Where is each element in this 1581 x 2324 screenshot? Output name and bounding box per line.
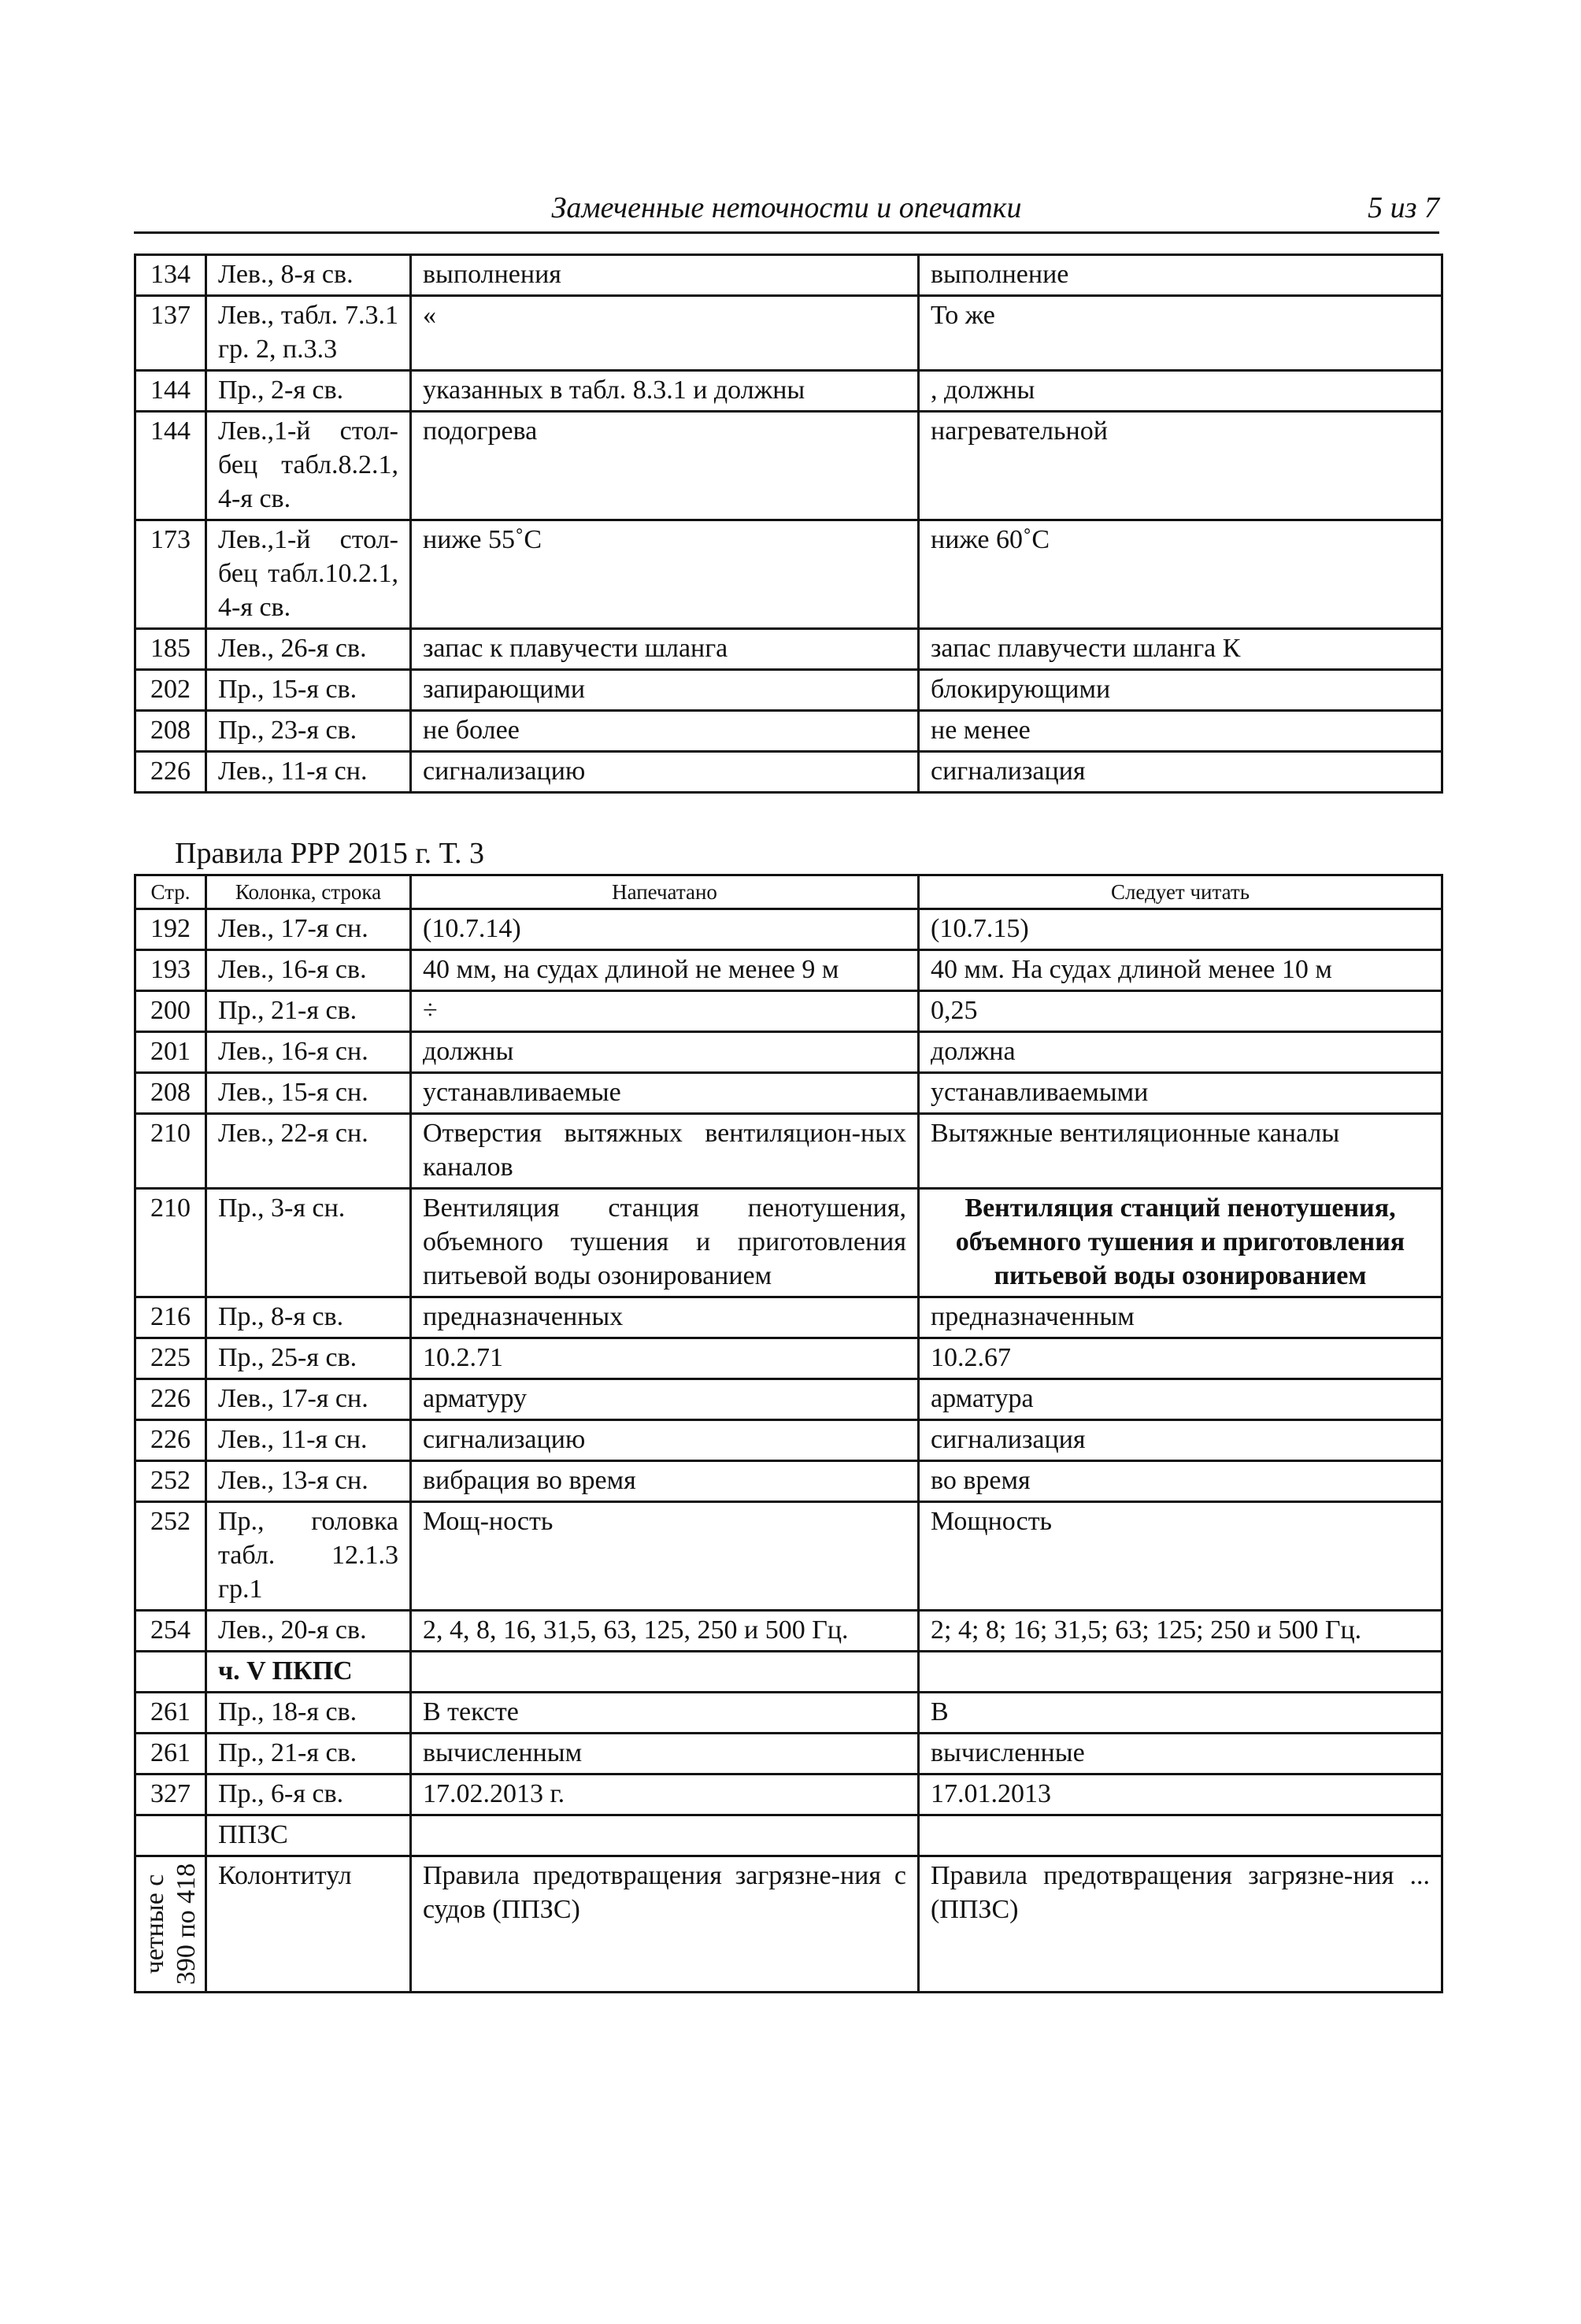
cell-page: 226 bbox=[135, 752, 206, 793]
cell-correct: Мощность bbox=[919, 1502, 1442, 1611]
cell-page: 144 bbox=[135, 412, 206, 520]
subsection-row bbox=[135, 1815, 1442, 1856]
cell-correct: предназначенным bbox=[919, 1297, 1442, 1338]
header-printed: Напечатано bbox=[411, 875, 919, 909]
table-row bbox=[135, 520, 1442, 629]
cell-correct: , должны bbox=[919, 371, 1442, 412]
cell-correct: 17.01.2013 bbox=[919, 1774, 1442, 1815]
cell-page: 144 bbox=[135, 371, 206, 412]
cell-page: 261 bbox=[135, 1693, 206, 1734]
table-row bbox=[135, 752, 1442, 793]
table-row bbox=[135, 1461, 1442, 1502]
header-column: Колонка, строка bbox=[206, 875, 411, 909]
cell-correct: выполнение bbox=[919, 255, 1442, 296]
table-row bbox=[135, 1073, 1442, 1114]
cell-correct: вычисленные bbox=[919, 1734, 1442, 1774]
cell-page: 200 bbox=[135, 991, 206, 1032]
subsection-row bbox=[135, 1652, 1442, 1693]
table-row bbox=[135, 1297, 1442, 1338]
cell-printed: 10.2.71 bbox=[411, 1338, 919, 1379]
cell-printed: запирающими bbox=[411, 670, 919, 711]
cell-column: Лев., 17-я сн. bbox=[206, 1379, 411, 1420]
cell-column: Пр., 15-я св. bbox=[206, 670, 411, 711]
cell-page: 226 bbox=[135, 1379, 206, 1420]
cell-correct: ниже 60˚С bbox=[919, 520, 1442, 629]
cell-printed: арматуру bbox=[411, 1379, 919, 1420]
cell-page: 225 bbox=[135, 1338, 206, 1379]
table-row bbox=[135, 950, 1442, 991]
cell-printed: сигнализацию bbox=[411, 752, 919, 793]
cell-page: 173 bbox=[135, 520, 206, 629]
cell-correct: не менее bbox=[919, 711, 1442, 752]
cell-printed: 40 мм, на судах длиной не менее 9 м bbox=[411, 950, 919, 991]
page-range-line-1: четные с bbox=[139, 1874, 169, 1974]
cell-printed: подогрева bbox=[411, 412, 919, 520]
cell-correct: 10.2.67 bbox=[919, 1338, 1442, 1379]
cell-column: Пр., 6-я св. bbox=[206, 1774, 411, 1815]
table-row bbox=[135, 296, 1442, 371]
subsection-title: ППЗС bbox=[206, 1815, 411, 1856]
cell-correct bbox=[919, 1815, 1442, 1856]
subsection-title: ч. V ПКПС bbox=[206, 1652, 411, 1693]
cell-correct: должна bbox=[919, 1032, 1442, 1073]
table-row bbox=[135, 1189, 1442, 1297]
cell-correct: блокирующими bbox=[919, 670, 1442, 711]
cell-printed: выполнения bbox=[411, 255, 919, 296]
header-title: Замеченные неточности и опечатки bbox=[551, 191, 1022, 224]
cell-correct: сигнализация bbox=[919, 1420, 1442, 1461]
cell-page: 210 bbox=[135, 1114, 206, 1189]
cell-page: 210 bbox=[135, 1189, 206, 1297]
cell-column: Пр., 3-я сн. bbox=[206, 1189, 411, 1297]
table-row bbox=[135, 1734, 1442, 1774]
cell-page: 252 bbox=[135, 1502, 206, 1611]
cell-printed: сигнализацию bbox=[411, 1420, 919, 1461]
table-row bbox=[135, 1032, 1442, 1073]
cell-printed: ниже 55˚С bbox=[411, 520, 919, 629]
errata-table-1 bbox=[134, 253, 1443, 794]
cell-column: Колонтитул bbox=[206, 1856, 411, 1993]
cell-printed: указанных в табл. 8.3.1 и должны bbox=[411, 371, 919, 412]
cell-column: Лев., табл. 7.3.1 гр. 2, п.3.3 bbox=[206, 296, 411, 371]
cell-correct: (10.7.15) bbox=[919, 909, 1442, 950]
table-row bbox=[135, 711, 1442, 752]
table-row bbox=[135, 255, 1442, 296]
cell-column: Пр., 21-я св. bbox=[206, 1734, 411, 1774]
cell-correct bbox=[919, 1652, 1442, 1693]
table-row bbox=[135, 1611, 1442, 1652]
cell-correct: сигнализация bbox=[919, 752, 1442, 793]
cell-column: Пр., 18-я св. bbox=[206, 1693, 411, 1734]
cell-correct: Правила предотвращения загрязне-ния ... (ППЗС) bbox=[919, 1856, 1442, 1993]
header-page-number: 5 из 7 bbox=[1368, 191, 1439, 224]
cell-column: Лев., 8-я св. bbox=[206, 255, 411, 296]
cell-printed: Вентиляция станция пенотушения, объемного тушения и приготовления питьевой воды озонированием bbox=[411, 1189, 919, 1297]
cell-column: Пр., 21-я св. bbox=[206, 991, 411, 1032]
cell-page bbox=[135, 1815, 206, 1856]
cell-printed: вычисленным bbox=[411, 1734, 919, 1774]
cell-page bbox=[135, 1652, 206, 1693]
errata-table-2 bbox=[134, 874, 1443, 1993]
cell-correct: во время bbox=[919, 1461, 1442, 1502]
cell-correct: 2; 4; 8; 16; 31,5; 63; 125; 250 и 500 Гц. bbox=[919, 1611, 1442, 1652]
cell-correct: арматура bbox=[919, 1379, 1442, 1420]
cell-printed: ÷ bbox=[411, 991, 919, 1032]
cell-column: Пр., 2-я св. bbox=[206, 371, 411, 412]
cell-page: 261 bbox=[135, 1734, 206, 1774]
cell-page: 202 bbox=[135, 670, 206, 711]
cell-printed: 17.02.2013 г. bbox=[411, 1774, 919, 1815]
cell-column: Пр., головка табл. 12.1.3 гр.1 bbox=[206, 1502, 411, 1611]
cell-page: 185 bbox=[135, 629, 206, 670]
page-header bbox=[134, 187, 1439, 234]
cell-printed: « bbox=[411, 296, 919, 371]
table-row bbox=[135, 629, 1442, 670]
cell-printed: Отверстия вытяжных вентиляцион-ных каналов bbox=[411, 1114, 919, 1189]
cell-printed: предназначенных bbox=[411, 1297, 919, 1338]
section-title: Правила РРР 2015 г. Т. 3 bbox=[175, 837, 485, 870]
cell-printed: (10.7.14) bbox=[411, 909, 919, 950]
cell-correct: Вытяжные вентиляционные каналы bbox=[919, 1114, 1442, 1189]
cell-column: Лев., 20-я св. bbox=[206, 1611, 411, 1652]
cell-printed: устанавливаемые bbox=[411, 1073, 919, 1114]
cell-page: 226 bbox=[135, 1420, 206, 1461]
cell-printed bbox=[411, 1652, 919, 1693]
cell-correct: То же bbox=[919, 296, 1442, 371]
cell-column: Пр., 23-я св. bbox=[206, 711, 411, 752]
cell-column: Лев., 15-я сн. bbox=[206, 1073, 411, 1114]
cell-column: Лев., 22-я сн. bbox=[206, 1114, 411, 1189]
cell-printed: должны bbox=[411, 1032, 919, 1073]
cell-correct: 0,25 bbox=[919, 991, 1442, 1032]
table-row bbox=[135, 1114, 1442, 1189]
cell-printed: Мощ-ность bbox=[411, 1502, 919, 1611]
table-row bbox=[135, 371, 1442, 412]
cell-page: 216 bbox=[135, 1297, 206, 1338]
cell-column: Лев., 16-я сн. bbox=[206, 1032, 411, 1073]
cell-printed: вибрация во время bbox=[411, 1461, 919, 1502]
cell-correct: запас плавучести шланга К bbox=[919, 629, 1442, 670]
table-row bbox=[135, 991, 1442, 1032]
cell-page: 208 bbox=[135, 1073, 206, 1114]
table-header-row bbox=[135, 875, 1442, 909]
cell-printed: не более bbox=[411, 711, 919, 752]
cell-page: 208 bbox=[135, 711, 206, 752]
cell-page: 254 bbox=[135, 1611, 206, 1652]
cell-page-rotated bbox=[135, 1856, 206, 1993]
cell-page: 192 bbox=[135, 909, 206, 950]
cell-column: Лев., 11-я сн. bbox=[206, 752, 411, 793]
table-row bbox=[135, 1338, 1442, 1379]
cell-column: Лев.,1-й стол-бец табл.8.2.1, 4-я св. bbox=[206, 412, 411, 520]
cell-column: Лев., 11-я сн. bbox=[206, 1420, 411, 1461]
cell-correct: Вентиляция станций пенотушения, объемного тушения и приготовления питьевой воды озонированием bbox=[919, 1189, 1442, 1297]
table-row bbox=[135, 1856, 1442, 1993]
table-row bbox=[135, 1502, 1442, 1611]
cell-printed: В тексте bbox=[411, 1693, 919, 1734]
header-page: Стр. bbox=[135, 875, 206, 909]
cell-printed bbox=[411, 1815, 919, 1856]
cell-printed: Правила предотвращения загрязне-ния с судов (ППЗС) bbox=[411, 1856, 919, 1993]
cell-page: 252 bbox=[135, 1461, 206, 1502]
cell-page: 134 bbox=[135, 255, 206, 296]
table-row bbox=[135, 909, 1442, 950]
cell-page: 193 bbox=[135, 950, 206, 991]
table-row bbox=[135, 1693, 1442, 1734]
table-row bbox=[135, 1420, 1442, 1461]
cell-correct: В bbox=[919, 1693, 1442, 1734]
cell-correct: устанавливаемыми bbox=[919, 1073, 1442, 1114]
cell-printed: 2, 4, 8, 16, 31,5, 63, 125, 250 и 500 Гц. bbox=[411, 1611, 919, 1652]
cell-column: Лев., 13-я сн. bbox=[206, 1461, 411, 1502]
cell-column: Лев.,1-й стол-бец табл.10.2.1, 4-я св. bbox=[206, 520, 411, 629]
cell-page: 327 bbox=[135, 1774, 206, 1815]
cell-column: Лев., 26-я св. bbox=[206, 629, 411, 670]
cell-correct: нагревательной bbox=[919, 412, 1442, 520]
table-row bbox=[135, 670, 1442, 711]
cell-column: Пр., 8-я св. bbox=[206, 1297, 411, 1338]
table-row bbox=[135, 1379, 1442, 1420]
cell-printed: запас к плавучести шланга bbox=[411, 629, 919, 670]
page-range-line-2: 390 по 418 bbox=[171, 1863, 201, 1985]
cell-correct: 40 мм. На судах длиной менее 10 м bbox=[919, 950, 1442, 991]
header-correct: Следует читать bbox=[919, 875, 1442, 909]
cell-page: 201 bbox=[135, 1032, 206, 1073]
cell-page: 137 bbox=[135, 296, 206, 371]
table-row bbox=[135, 1774, 1442, 1815]
cell-column: Пр., 25-я св. bbox=[206, 1338, 411, 1379]
cell-column: Лев., 17-я сн. bbox=[206, 909, 411, 950]
table-row bbox=[135, 412, 1442, 520]
cell-column: Лев., 16-я св. bbox=[206, 950, 411, 991]
